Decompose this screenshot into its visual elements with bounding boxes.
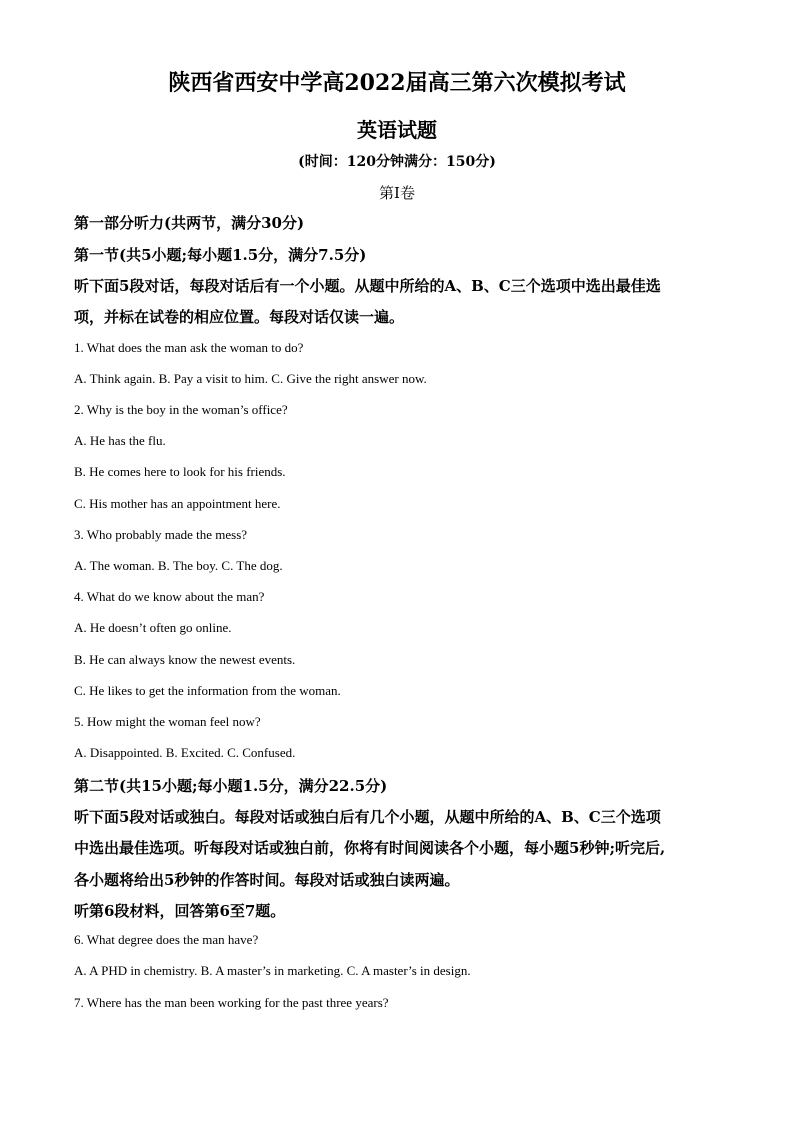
question-4-option-b: B. He can always know the newest events. xyxy=(74,652,296,667)
question-3: 3. Who probably made the mess? xyxy=(74,527,248,542)
question-6: 6. What degree does the man have? xyxy=(74,932,259,947)
material-6-heading: 听第6段材料，回答第6至7题。 xyxy=(74,902,286,920)
section2-instruction-2: 中选出最佳选项。听每段对话或独白前，你将有时间阅读各个小题，每小题5秒钟;听完后, xyxy=(74,839,666,857)
question-2: 2. Why is the boy in the woman’s office? xyxy=(74,402,288,417)
question-4-option-c: C. He likes to get the information from the woman. xyxy=(74,683,341,698)
question-3-options: A. The woman. B. The boy. C. The dog. xyxy=(74,558,283,573)
question-2-option-c: C. His mother has an appointment here. xyxy=(74,496,281,511)
question-6-options: A. A PHD in chemistry. B. A master’s in marketing. C. A master’s in design. xyxy=(74,963,471,978)
question-2-option-b: B. He comes here to look for his friends. xyxy=(74,464,286,479)
question-1: 1. What does the man ask the woman to do? xyxy=(74,340,304,355)
exam-title: 陕西省西安中学高2022届高三第六次模拟考试 xyxy=(168,70,626,96)
question-2-option-a: A. He has the flu. xyxy=(74,433,166,448)
section1-instruction-2: 项，并标在试卷的相应位置。每段对话仅读一遍。 xyxy=(74,308,405,326)
subject-title: 英语试题 xyxy=(357,118,437,142)
question-1-options: A. Think again. B. Pay a visit to him. C. Give the right answer now. xyxy=(74,371,427,386)
part1-heading: 第一部分听力(共两节，满分30分) xyxy=(74,214,305,232)
question-5: 5. How might the woman feel now? xyxy=(74,714,261,729)
question-5-options: A. Disappointed. B. Excited. C. Confused. xyxy=(74,745,296,760)
question-7: 7. Where has the man been working for the past three years? xyxy=(74,995,389,1010)
volume-label: 第Ⅰ卷 xyxy=(379,184,415,202)
section1-instruction-1: 听下面5段对话，每段对话后有一个小题。从题中所给的A、B、C三个选项中选出最佳选 xyxy=(74,277,661,295)
question-4: 4. What do we know about the man? xyxy=(74,589,265,604)
section2-heading: 第二节(共15小题;每小题1.5分，满分22.5分) xyxy=(74,777,388,795)
section2-instruction-1: 听下面5段对话或独白。每段对话或独白后有几个小题，从题中所给的A、B、C三个选项 xyxy=(74,808,661,826)
section1-heading: 第一节(共5小题;每小题1.5分，满分7.5分) xyxy=(74,246,367,264)
question-4-option-a: A. He doesn’t often go online. xyxy=(74,620,232,635)
time-score: (时间：120分钟满分：150分) xyxy=(298,154,496,170)
section2-instruction-3: 各小题将给出5秒钟的作答时间。每段对话或独白读两遍。 xyxy=(74,871,460,889)
